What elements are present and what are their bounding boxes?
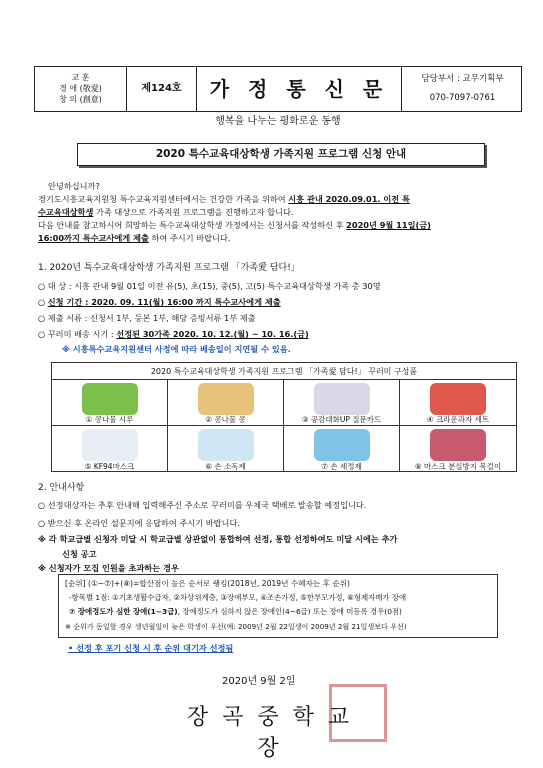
section-1-heading: 1. 2020년 특수교육대상학생 가족지원 프로그램 「가족愛 담다!」 [38,263,300,273]
severe-disability: ⑦ 장애정도가 심한 장애(1~3급) [69,607,178,616]
documents: ○ 제출 서류 : 신청서 1부, 등본 1부, 해당 증빙서류 1부 제출 [38,313,256,323]
package-contents-table [51,362,517,472]
intro-line-2 [38,206,294,218]
package-title: 2020 특수교육대상학생 가족지원 프로그램 「가족愛 담다!」 꾸러미 구성품 [52,363,516,380]
item-photo [198,383,254,415]
phone: 070-7097-0761 [429,93,496,103]
mild-disability: 장애정도가 심하지 않은 장애인(4~6급) 또는 장애 미등록 경우(0점) [182,607,402,616]
deadline-date: 2020년 9월 11일(금) [346,220,431,230]
intro-text-4: 하여 주시기 바랍니다. [151,233,231,243]
package-item [52,426,168,472]
tiebreak-rule: ※ 순위가 동일할 경우 생년월일이 늦은 학생이 우선(예: 2009년 2월 22일생이 2009년 2월 21일생보다 우선) [65,622,407,631]
item-label: ⑥ 손 소독제 [205,462,246,471]
item-label: ④ 크라운과자 세트 [426,415,490,424]
application-period [38,296,281,308]
newsletter-title: 가 정 통 신 문 [197,67,402,111]
package-item [400,380,516,426]
item-label: ⑧ 마스크 분실방지 목걸이 [414,462,502,471]
item-label: ⑦ 손 세정제 [321,462,362,471]
department-info [402,67,523,111]
priority-rule: [순위] (①~⑦)+(⑧)=합산점이 높은 순서로 랭킹(2018년, 2019년 수혜자는 후 순위) [65,579,350,588]
delivery-note: ※ 시흥특수교육지원센터 사정에 따라 배송일이 지연될 수 있음. [62,344,291,354]
package-item [168,426,284,472]
greeting: 안녕하십니까? [48,181,100,191]
item-photo [314,429,370,461]
school-name: 장곡중학교장 [186,705,364,761]
item-label: ⑤ KF94마스크 [84,462,135,471]
notice-2: ○ 받으신 후 온라인 설문지에 응답하여 주시기 바랍니다. [38,518,240,528]
priority-disability: ⑦ 장애정도가 심한 장애(1~3급), 장애정도가 심하지 않은 장애인(4~6급) 또는 장애 미등록 경우(0점) [69,607,402,616]
masthead [34,66,522,112]
delivery-label: ○ 꾸러미 배송 시기 : [38,329,117,339]
intro-text-2: 가족 대상으로 가족지원 프로그램을 진행하고자 합니다. [95,207,294,217]
item-label: ① 콩나물 시루 [85,415,134,424]
package-item [284,426,400,472]
department: 담당부서 : 교무기획부 [421,74,504,84]
notice-title: 2020 특수교육대상학생 가족지원 프로그램 신청 안내 [77,143,485,166]
motto-2: 창 의 (創意) [59,95,102,104]
package-item [400,426,516,472]
issue-number: 제124호 [127,67,197,111]
item-photo [198,429,254,461]
deadline-time: 16:00까지 특수교사에게 제출 [38,233,149,243]
package-item [168,380,284,426]
intro-text-3: 다음 안내를 참고하시어 희망하는 특수교육대상학생 가정에서는 신청서를 작성하신 후 [38,220,344,230]
item-photo [430,383,486,415]
notice-4: ※ 신청자가 모집 인원을 초과하는 경우 [38,563,179,573]
intro-text: 경기도시흥교육지원청 특수교육지원센터에서는 건강한 가족을 위하여 [38,194,286,204]
issue-date: 2020년 9월 2일 [222,676,296,687]
delivery [38,328,309,340]
motto-1: 경 애 (敬愛) [59,84,102,93]
item-label: ③ 공감대화UP 질문카드 [301,415,382,424]
package-item [284,380,400,426]
item-photo [82,383,138,415]
item-photo [82,429,138,461]
item-label: ② 콩나물 콩 [205,415,246,424]
waitlist-note: • 선정 후 포기 신청 시 후 순위 대기자 선정됨 [68,643,234,653]
priority-items: -항목별 1점: ①기초생활수급자, ②차상위계층, ③장애부모, ④조손가정, ⑤한부모가정, ⑥형제자매가 장애 [69,593,407,602]
school-motto [35,67,127,111]
motto-label: 교 훈 [71,73,90,82]
intro-line-1 [38,193,410,205]
period-text: 신청 기간 : 2020. 09. 11(월) 16:00 까지 특수교사에게 제출 [47,297,281,307]
notice-1: ○ 선정대상자는 추후 안내해 입력해주신 주소로 꾸러미를 우체국 택배로 발송할 예정입니다. [38,500,367,510]
item-photo [430,429,486,461]
target: ○ 대 상 : 시흥 관내 9월 01일 이전 유(5), 초(15), 중(5), 고(5) 특수교육대상학생 가족 총 30명 [38,281,381,291]
notice-3b: 신청 공고 [62,549,97,559]
bullet: ○ [38,297,46,307]
slogan: 행복을 나누는 평화로운 동행 [215,116,341,127]
item-photo [314,383,370,415]
intro-line-4 [38,232,230,244]
delivery-dates: 선정된 30가족 2020. 10. 12.(월) ~ 10. 16.(금) [116,329,309,339]
package-item [52,380,168,426]
intro-line-3 [38,219,431,231]
priority-box [58,574,498,638]
section-2-heading: 2. 안내사항 [38,483,85,493]
notice-3: ※ 각 학교급별 신청자 미달 시 학교급별 상관없이 통합하여 선정, 통합 선정하여도 미달 시에는 추가 [38,534,398,544]
intro-highlight: 시흥 관내 2020.09.01. 이전 특 [288,194,410,204]
intro-highlight-2: 수교육대상학생 [38,207,94,217]
